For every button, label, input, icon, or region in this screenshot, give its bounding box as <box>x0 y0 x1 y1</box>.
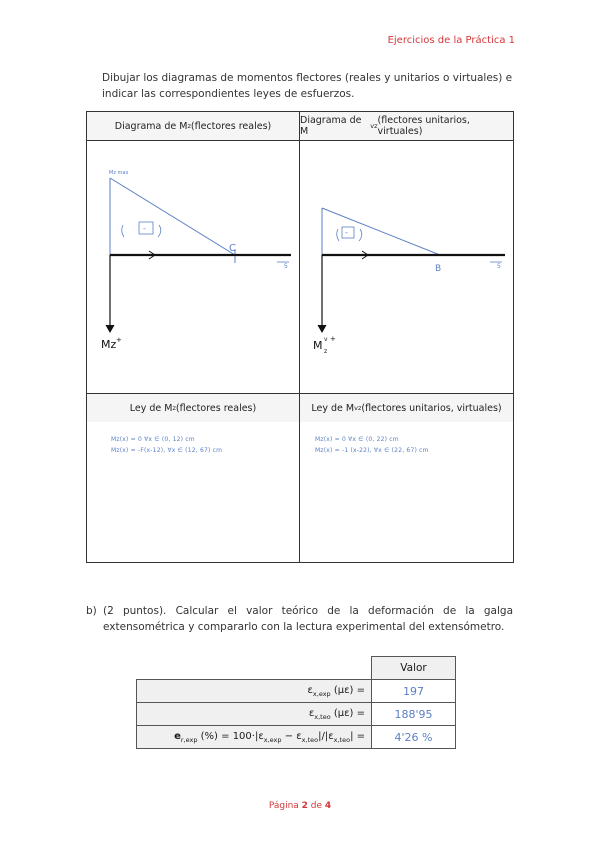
point-c-label: C <box>229 243 236 254</box>
table-header-valor: Valor <box>372 657 456 680</box>
diagram-real-slope <box>110 178 235 255</box>
rotation-arrow-left-icon <box>337 229 339 241</box>
sign-label: - <box>345 228 348 237</box>
rotation-arrow-right-icon <box>359 229 362 241</box>
diag-virtual-header: Diagrama de M v z (flectores unitarios, virtuales) <box>300 112 513 140</box>
rotation-arrow-left-icon <box>122 225 124 237</box>
law-virtual-line2: Mz(x) = -1 (x-22), ∀x ∈ (22, 67) cm <box>315 447 429 454</box>
row-value-error[interactable]: 4'26 % <box>372 726 456 749</box>
real-moment-diagram <box>87 141 299 393</box>
part-b-label: b) <box>86 605 97 617</box>
mvz-axis-label: M <box>313 339 323 352</box>
table-row <box>137 703 456 726</box>
end-mark-label: 5 <box>284 263 288 270</box>
row-label-teo: $\varepsilon_{x,teo}$ (με) = <box>137 703 372 726</box>
mvz-axis-sub: z <box>324 348 328 355</box>
row-label-exp: $\varepsilon_{x,exp}$ (με) = <box>137 680 372 703</box>
page-footer: Página 2 de 4 <box>268 801 332 811</box>
diagram-virtual-slope <box>322 208 440 255</box>
row-value-teo[interactable]: 188'95 <box>372 703 456 726</box>
part-b-text: (2 puntos). Calcular el valor teórico de la deformación de la galga extensométrica y compararlo con la lectura experimental del extensómetro. <box>103 605 513 633</box>
row-value-exp[interactable]: 197 <box>372 680 456 703</box>
mvz-axis-sup: v <box>324 336 328 343</box>
table-row <box>137 680 456 703</box>
mz-axis-plus: + <box>116 336 122 344</box>
intro-paragraph: Dibujar los diagramas de momentos flectores (reales y unitarios o virtuales) e indicar las correspondientes leyes de esfuerzos. <box>102 72 513 100</box>
law-real-line2: Mz(x) = -F(x-12), ∀x ∈ (12, 67) cm <box>111 447 223 454</box>
mz-max-label: Mz max <box>109 170 129 176</box>
arrow-down-icon <box>106 325 114 332</box>
page-header-title: Ejercicios de la Práctica 1 <box>387 35 515 46</box>
current-page: 2 <box>301 801 308 811</box>
moments-grid <box>86 111 514 563</box>
row-label-error: $e_{r,exp}$ (%) = $100\cdot|\varepsilon_{x,exp} - \varepsilon_{x,teo}|/|\varepsilon_{x,teo}|$ = <box>137 726 372 749</box>
values-table <box>136 656 456 749</box>
sign-label: - <box>143 224 146 233</box>
mvz-axis-plus: + <box>330 335 336 343</box>
law-virtual-line1: Mz(x) = 0 ∀x ∈ (0, 22) cm <box>315 436 399 443</box>
sign-box <box>139 222 153 234</box>
table-empty-cell <box>137 657 372 680</box>
arrow-down-icon <box>318 325 326 332</box>
diag-real-header: Diagrama de M z (flectores reales) <box>87 112 299 140</box>
rotation-arrow-right-icon <box>158 225 161 237</box>
virtual-moment-diagram <box>300 141 513 393</box>
point-b-label: B <box>435 264 442 274</box>
law-real-header: Ley de M z (flectores reales) <box>87 394 299 422</box>
law-real-line1: Mz(x) = 0 ∀x ∈ (0, 12) cm <box>111 436 195 443</box>
table-row <box>137 726 456 749</box>
law-virtual-header: Ley de M v z (flectores unitarios, virtuales) <box>300 394 513 422</box>
sign-box <box>342 227 354 238</box>
mz-axis-label: Mz <box>101 338 117 351</box>
end-mark-label: 5 <box>497 263 501 270</box>
total-pages: 4 <box>324 801 332 811</box>
